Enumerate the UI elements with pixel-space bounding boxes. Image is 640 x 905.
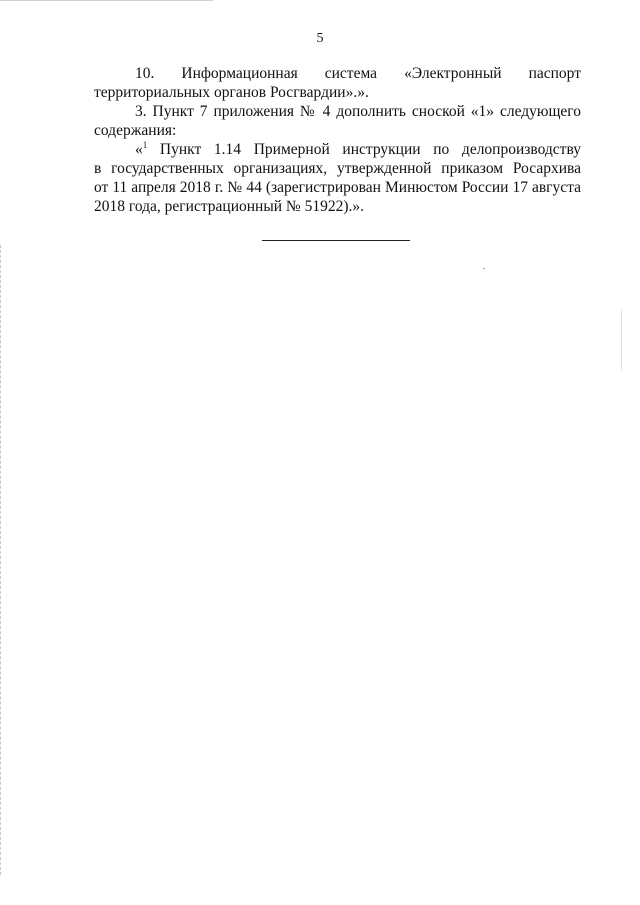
left-scan-edge [0, 245, 1, 875]
page-number: 5 [316, 31, 324, 46]
footnote-open-quote: « [135, 141, 143, 158]
footnote-line-2: в государственных организациях, утвержденной приказом Росархива [94, 160, 581, 177]
footnote-superscript: 1 [142, 140, 148, 150]
footnote-line-4: 2018 года, регистрационный № 51922).». [94, 198, 365, 215]
paragraph-item-10 [94, 64, 581, 102]
scan-speck [621, 310, 622, 370]
paragraph-item-3-line-2: содержания: [94, 122, 177, 139]
paragraph-item-3-line-1: 3. Пункт 7 приложения № 4 дополнить сноской «1» следующего [135, 103, 581, 120]
footnote-paragraph [94, 140, 581, 216]
scan-speck [483, 268, 485, 269]
paragraph-item-10-line-2: территориальных органов Росгвардии».». [94, 84, 369, 101]
footnote-line-1 [94, 140, 581, 159]
paragraph-item-3 [94, 102, 581, 140]
paragraph-item-10-line-1: 10. Информационная система «Электронный паспорт [135, 65, 581, 82]
end-separator-line [262, 240, 410, 241]
top-scan-edge [0, 0, 213, 1]
footnote-line-3: от 11 апреля 2018 г. № 44 (зарегистрирован Минюстом России 17 августа [94, 179, 581, 196]
footnote-line-1-text: Пункт 1.14 Примерной инструкции по делопроизводству [147, 141, 581, 158]
